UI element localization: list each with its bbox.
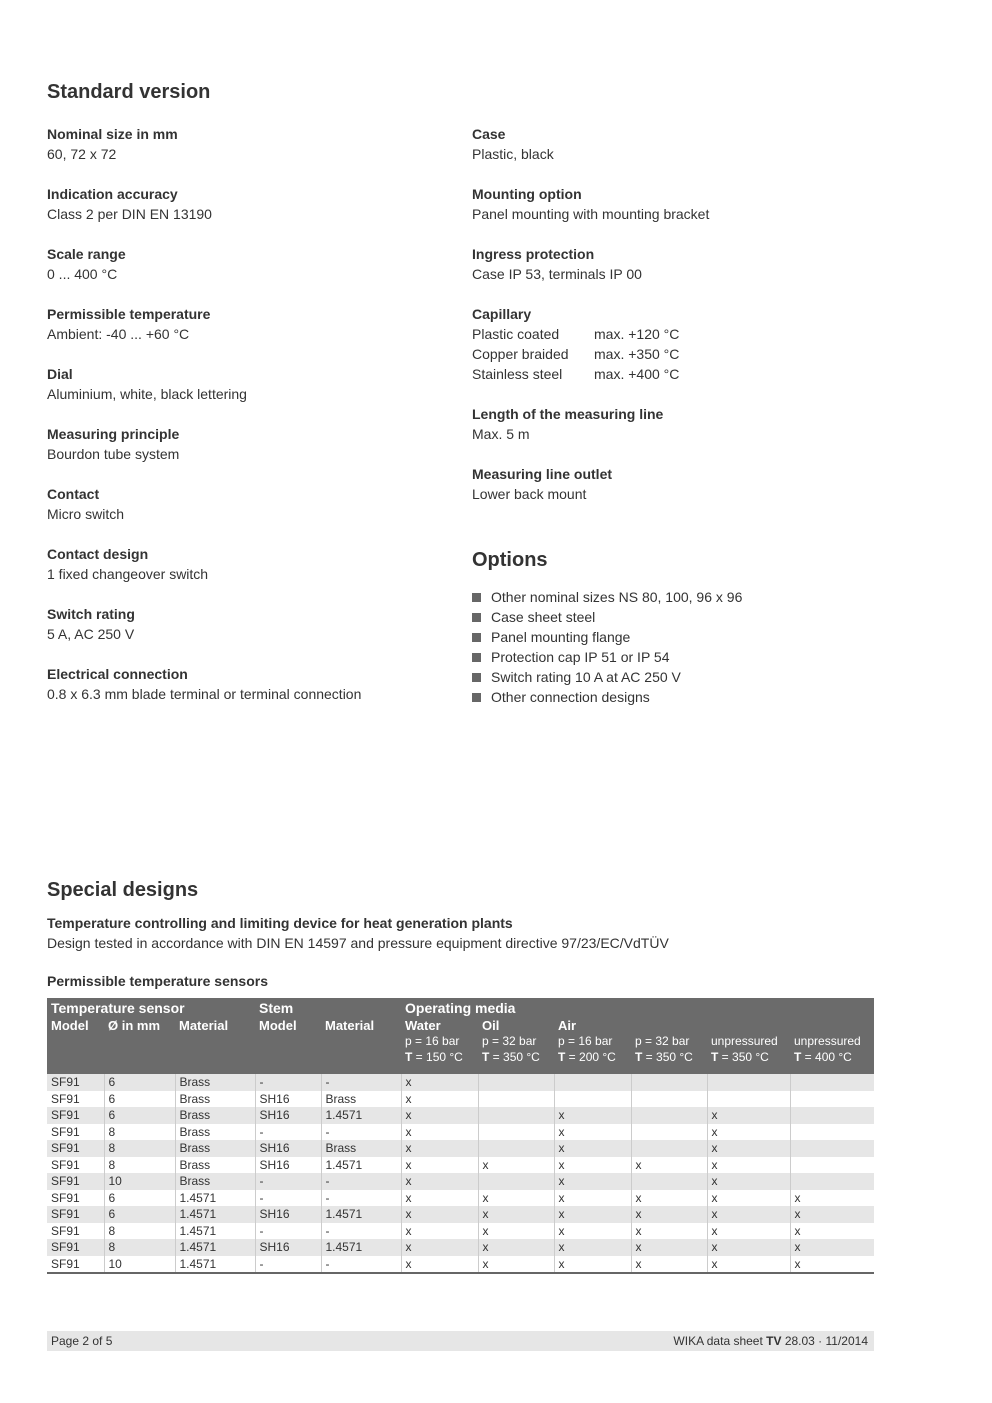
footer-datasheet-ref: WIKA data sheet TV 28.03 · 11/2014	[673, 1334, 868, 1348]
spec-value: Micro switch	[47, 506, 125, 522]
table-row	[47, 1107, 874, 1124]
table-cell: SF91	[47, 1091, 104, 1108]
th-diameter: Ø in mm	[104, 1018, 175, 1034]
table-row	[47, 1074, 874, 1091]
spec-label: Contact design	[47, 546, 149, 562]
square-bullet-icon	[472, 633, 481, 642]
th-water: Water	[401, 1018, 478, 1034]
table-row	[47, 1157, 874, 1174]
table-cell: 1.4571	[175, 1256, 255, 1274]
table-cell: x	[631, 1223, 707, 1240]
table-cell: x	[401, 1239, 478, 1256]
spec-item	[472, 184, 872, 224]
spec-label: Case	[472, 126, 506, 142]
table-cell: x	[401, 1140, 478, 1157]
table-cell	[631, 1107, 707, 1124]
th-oil: Oil	[478, 1018, 554, 1034]
table-cell	[707, 1091, 790, 1108]
table-cell: -	[321, 1173, 401, 1190]
table-cell: Brass	[175, 1140, 255, 1157]
spec-value: 1 fixed changeover switch	[47, 566, 209, 582]
table-row	[47, 1190, 874, 1207]
table-cell: x	[707, 1223, 790, 1240]
spec-value: Panel mounting with mounting bracket	[472, 206, 710, 222]
option-text: Other connection designs	[491, 689, 650, 705]
capillary-type: Copper braided	[472, 346, 569, 362]
spec-item	[47, 304, 447, 344]
spec-item	[47, 424, 447, 464]
spec-item	[47, 604, 447, 644]
table-cell: -	[321, 1223, 401, 1240]
spec-value: Class 2 per DIN EN 13190	[47, 206, 212, 222]
spec-label: Nominal size in mm	[47, 126, 178, 142]
spec-label: Ingress protection	[472, 246, 595, 262]
table-cell	[478, 1107, 554, 1124]
options-list	[472, 587, 742, 707]
table-cell: 1.4571	[175, 1239, 255, 1256]
th-p3: p = 16 bar	[554, 1034, 631, 1050]
table-cell: -	[321, 1074, 401, 1091]
table-cell: x	[478, 1190, 554, 1207]
spec-value: 0 ... 400 °C	[47, 266, 118, 282]
table-cell: Brass	[175, 1157, 255, 1174]
table-cell: 8	[104, 1140, 175, 1157]
table-cell: x	[478, 1239, 554, 1256]
capillary-max-temp: max. +350 °C	[594, 346, 680, 362]
table-cell: x	[478, 1256, 554, 1274]
square-bullet-icon	[472, 613, 481, 622]
table-cell: x	[790, 1206, 874, 1223]
table-cell: x	[707, 1239, 790, 1256]
table-cell: 6	[104, 1107, 175, 1124]
option-text: Other nominal sizes NS 80, 100, 96 x 96	[491, 589, 743, 605]
square-bullet-icon	[472, 693, 481, 702]
table-cell: x	[401, 1124, 478, 1141]
th-p2: p = 32 bar	[478, 1034, 554, 1050]
capillary-type: Stainless steel	[472, 366, 563, 382]
table-cell: Brass	[175, 1173, 255, 1190]
table-cell: -	[255, 1124, 321, 1141]
table-cell: 1.4571	[321, 1206, 401, 1223]
table-cell	[478, 1140, 554, 1157]
options-heading: Options	[472, 549, 548, 571]
table-cell: x	[707, 1157, 790, 1174]
option-text: Switch rating 10 A at AC 250 V	[491, 669, 681, 685]
table-cell: -	[255, 1074, 321, 1091]
special-designs-heading: Special designs	[47, 879, 199, 901]
table-cell: x	[401, 1190, 478, 1207]
table-cell: -	[255, 1173, 321, 1190]
table-cell	[631, 1074, 707, 1091]
table-row	[47, 1173, 874, 1190]
table-cell: Brass	[175, 1124, 255, 1141]
th-p6: unpressured	[790, 1034, 874, 1050]
spec-label: Contact	[47, 486, 100, 502]
table-cell: SF91	[47, 1206, 104, 1223]
spec-label: Permissible temperature	[47, 306, 211, 322]
table-cell: x	[554, 1107, 631, 1124]
table-cell: 1.4571	[321, 1107, 401, 1124]
table-cell: -	[321, 1190, 401, 1207]
table-cell: -	[255, 1223, 321, 1240]
special-description: Design tested in accordance with DIN EN 14597 and pressure equipment directive 97/23/EC/VdTÜV	[47, 935, 669, 951]
spec-item	[47, 184, 447, 224]
table-cell: x	[478, 1157, 554, 1174]
table-cell: x	[631, 1157, 707, 1174]
table-cell: x	[554, 1124, 631, 1141]
table-cell: x	[401, 1256, 478, 1274]
footer-page-number: Page 2 of 5	[51, 1334, 113, 1348]
table-cell: Brass	[175, 1091, 255, 1108]
table-cell	[790, 1173, 874, 1190]
option-text: Protection cap IP 51 or IP 54	[491, 649, 670, 665]
th-p4: p = 32 bar	[631, 1034, 707, 1050]
table-cell: SF91	[47, 1223, 104, 1240]
th-temperature-sensor: Temperature sensor	[47, 998, 255, 1018]
table-cell: x	[401, 1091, 478, 1108]
spec-label: Indication accuracy	[47, 186, 178, 202]
table-cell: x	[707, 1206, 790, 1223]
capillary-row	[472, 344, 872, 364]
table-row	[47, 1206, 874, 1223]
table-cell: SH16	[255, 1140, 321, 1157]
table-cell: 6	[104, 1091, 175, 1108]
spec-item	[47, 484, 447, 524]
table-cell: x	[707, 1140, 790, 1157]
spec-value: 5 A, AC 250 V	[47, 626, 135, 642]
sensor-table	[47, 998, 874, 1274]
table-cell: 8	[104, 1223, 175, 1240]
option-text: Panel mounting flange	[491, 629, 631, 645]
table-cell: x	[707, 1107, 790, 1124]
table-cell: -	[321, 1124, 401, 1141]
table-cell: -	[255, 1256, 321, 1274]
table-cell	[631, 1173, 707, 1190]
table-cell: x	[790, 1239, 874, 1256]
spec-label: Electrical connection	[47, 666, 188, 682]
capillary-row	[472, 324, 872, 344]
spec-value: Aluminium, white, black lettering	[47, 386, 247, 402]
table-cell: x	[707, 1256, 790, 1274]
table-row	[47, 1124, 874, 1141]
th-material: Material	[175, 1018, 255, 1034]
th-p1: p = 16 bar	[401, 1034, 478, 1050]
table-cell: x	[401, 1173, 478, 1190]
spec-label: Scale range	[47, 246, 126, 262]
spec-value: 60, 72 x 72	[47, 146, 117, 162]
option-item	[472, 587, 742, 607]
table-cell: x	[401, 1074, 478, 1091]
table-cell	[707, 1074, 790, 1091]
spec-label: Switch rating	[47, 606, 135, 622]
table-cell	[790, 1091, 874, 1108]
table-cell: x	[554, 1190, 631, 1207]
table-cell: x	[707, 1173, 790, 1190]
square-bullet-icon	[472, 653, 481, 662]
table-cell: SF91	[47, 1256, 104, 1274]
th-t6: T = 400 °C	[790, 1050, 874, 1074]
table-cell: x	[401, 1157, 478, 1174]
table-cell: x	[554, 1206, 631, 1223]
spec-value: Case IP 53, terminals IP 00	[472, 266, 642, 282]
table-cell: -	[255, 1190, 321, 1207]
table-cell: x	[707, 1124, 790, 1141]
table-cell	[478, 1074, 554, 1091]
table-cell: 1.4571	[175, 1206, 255, 1223]
table-cell: SH16	[255, 1157, 321, 1174]
table-cell	[478, 1091, 554, 1108]
spec-capillary	[472, 304, 872, 384]
th-t3: T = 200 °C	[554, 1050, 631, 1074]
table-cell: x	[790, 1256, 874, 1274]
table-cell: SF91	[47, 1140, 104, 1157]
table-cell	[790, 1124, 874, 1141]
spec-item	[472, 244, 872, 284]
spec-value: Ambient: -40 ... +60 °C	[47, 326, 190, 342]
th-p5: unpressured	[707, 1034, 790, 1050]
spec-label: Dial	[47, 366, 73, 382]
table-cell: 8	[104, 1124, 175, 1141]
table-cell: SF91	[47, 1239, 104, 1256]
table-cell	[554, 1074, 631, 1091]
table-cell: Brass	[175, 1107, 255, 1124]
table-cell: x	[631, 1190, 707, 1207]
table-cell	[790, 1107, 874, 1124]
table-cell: SF91	[47, 1190, 104, 1207]
table-cell: x	[554, 1239, 631, 1256]
spec-item	[47, 664, 447, 704]
th-stem-material: Material	[321, 1018, 401, 1034]
spec-item	[47, 544, 447, 584]
th-operating-media: Operating media	[401, 998, 874, 1018]
table-cell: x	[790, 1190, 874, 1207]
capillary-max-temp: max. +120 °C	[594, 326, 680, 342]
th-t1: T = 150 °C	[401, 1050, 478, 1074]
table-cell: SF91	[47, 1074, 104, 1091]
table-cell: x	[554, 1256, 631, 1274]
table-cell: Brass	[175, 1074, 255, 1091]
spec-label: Measuring principle	[47, 426, 180, 442]
table-cell: x	[401, 1206, 478, 1223]
table-cell: 1.4571	[321, 1157, 401, 1174]
square-bullet-icon	[472, 673, 481, 682]
right-spec-column	[472, 124, 872, 524]
table-cell: SF91	[47, 1157, 104, 1174]
table-cell: 1.4571	[175, 1223, 255, 1240]
th-air: Air	[554, 1018, 874, 1034]
table-cell: x	[707, 1190, 790, 1207]
table-cell: 10	[104, 1173, 175, 1190]
table-cell: x	[554, 1173, 631, 1190]
table-cell: SH16	[255, 1091, 321, 1108]
spec-item	[472, 124, 872, 164]
th-stem-model: Model	[255, 1018, 321, 1034]
spec-item	[472, 464, 872, 504]
table-cell: SF91	[47, 1107, 104, 1124]
table-cell	[478, 1124, 554, 1141]
option-item	[472, 647, 742, 667]
spec-label: Mounting option	[472, 186, 582, 202]
th-t5: T = 350 °C	[707, 1050, 790, 1074]
standard-version-heading: Standard version	[47, 81, 211, 103]
th-t4: T = 350 °C	[631, 1050, 707, 1074]
spec-value: Plastic, black	[472, 146, 554, 162]
spec-item	[47, 124, 447, 164]
spec-value: Max. 5 m	[472, 426, 530, 442]
spec-item	[472, 404, 872, 444]
table-cell	[790, 1074, 874, 1091]
spec-label: Measuring line outlet	[472, 466, 613, 482]
option-item	[472, 627, 742, 647]
spec-item	[47, 364, 447, 404]
option-text: Case sheet steel	[491, 609, 596, 625]
table-cell: SF91	[47, 1173, 104, 1190]
table-cell	[631, 1091, 707, 1108]
table-cell: x	[478, 1206, 554, 1223]
table-cell: SH16	[255, 1107, 321, 1124]
spec-label: Length of the measuring line	[472, 406, 664, 422]
option-item	[472, 687, 742, 707]
table-cell: 1.4571	[175, 1190, 255, 1207]
table-cell: x	[554, 1140, 631, 1157]
capillary-max-temp: max. +400 °C	[594, 366, 680, 382]
table-cell: 6	[104, 1206, 175, 1223]
spec-value: Bourdon tube system	[47, 446, 180, 462]
table-cell: SH16	[255, 1239, 321, 1256]
table-cell: -	[321, 1256, 401, 1274]
table-cell: x	[478, 1223, 554, 1240]
table-cell: 8	[104, 1239, 175, 1256]
option-item	[472, 607, 742, 627]
capillary-type: Plastic coated	[472, 326, 560, 342]
table-cell: x	[554, 1223, 631, 1240]
table-cell: 10	[104, 1256, 175, 1274]
capillary-row	[472, 364, 872, 384]
table-cell: x	[631, 1256, 707, 1274]
th-t2: T = 350 °C	[478, 1050, 554, 1074]
table-row	[47, 1091, 874, 1108]
table-cell: x	[631, 1206, 707, 1223]
table-cell	[790, 1140, 874, 1157]
table-row	[47, 1256, 874, 1274]
table-cell	[631, 1124, 707, 1141]
spec-item	[47, 244, 447, 284]
spec-value: 0.8 x 6.3 mm blade terminal or terminal connection	[47, 686, 362, 702]
table-cell	[554, 1091, 631, 1108]
sensor-table-title: Permissible temperature sensors	[47, 973, 268, 989]
table-row	[47, 1223, 874, 1240]
table-cell: 6	[104, 1190, 175, 1207]
table-row	[47, 1140, 874, 1157]
table-cell: x	[401, 1107, 478, 1124]
special-subtitle: Temperature controlling and limiting device for heat generation plants	[47, 915, 513, 931]
spec-label: Capillary	[472, 306, 532, 322]
table-cell	[631, 1140, 707, 1157]
table-cell: 1.4571	[321, 1239, 401, 1256]
table-cell: x	[631, 1239, 707, 1256]
page-footer	[47, 1331, 874, 1351]
table-cell: x	[554, 1157, 631, 1174]
square-bullet-icon	[472, 593, 481, 602]
table-cell: SF91	[47, 1124, 104, 1141]
table-cell: 6	[104, 1074, 175, 1091]
table-cell: x	[401, 1223, 478, 1240]
table-cell	[478, 1173, 554, 1190]
th-stem: Stem	[255, 998, 401, 1018]
table-row	[47, 1239, 874, 1256]
table-cell	[790, 1157, 874, 1174]
table-cell: 8	[104, 1157, 175, 1174]
table-cell: x	[790, 1223, 874, 1240]
table-cell: Brass	[321, 1140, 401, 1157]
th-model: Model	[47, 1018, 104, 1034]
left-spec-column	[47, 124, 447, 724]
option-item	[472, 667, 742, 687]
spec-value: Lower back mount	[472, 486, 587, 502]
table-cell: Brass	[321, 1091, 401, 1108]
table-cell: SH16	[255, 1206, 321, 1223]
